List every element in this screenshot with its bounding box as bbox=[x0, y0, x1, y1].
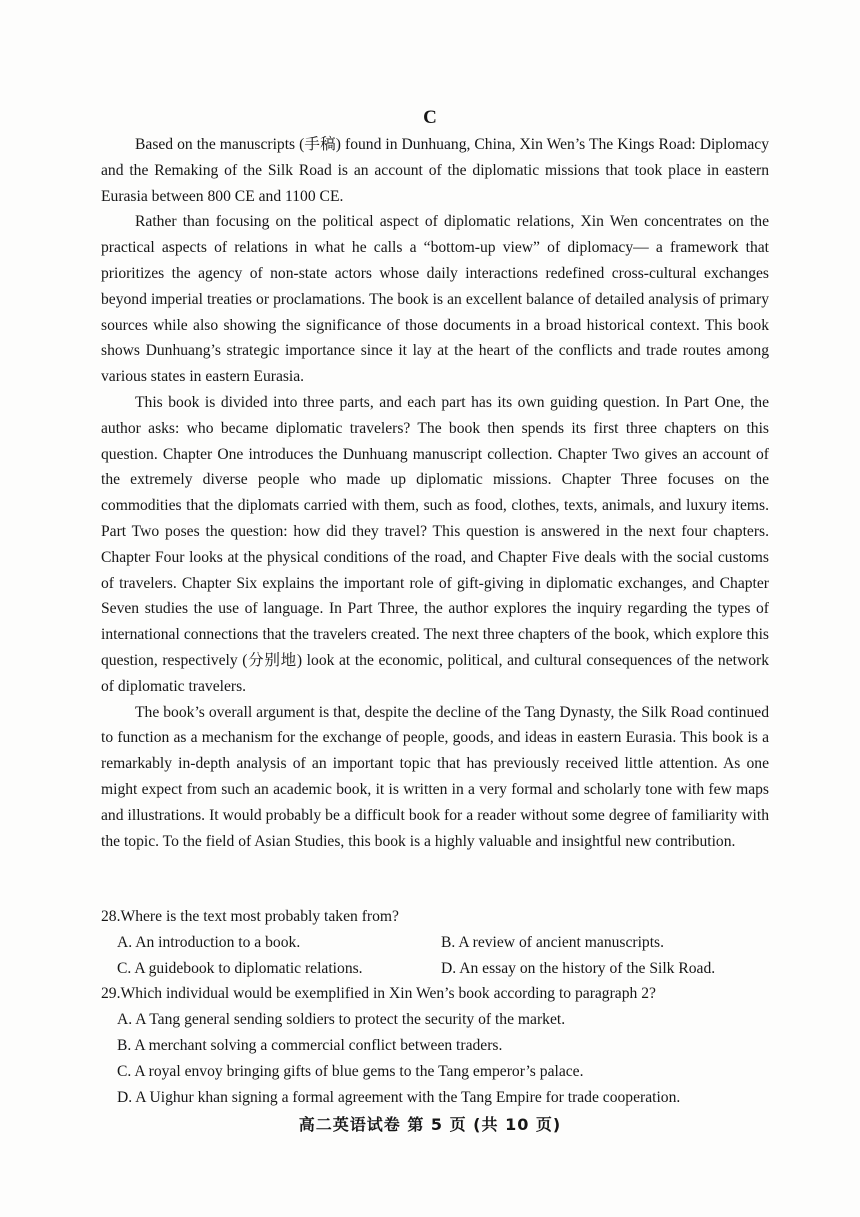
option-a: A. A Tang general sending soldiers to protect the security of the market. bbox=[117, 1011, 566, 1029]
option-a: A. An introduction to a book. bbox=[117, 933, 301, 951]
question-stem: 29.Which individual would be exemplified in Xin Wen’s book according to paragraph 2? bbox=[101, 985, 656, 1003]
option-row bbox=[101, 956, 769, 982]
passage-paragraph-2: Rather than focusing on the political aspect of diplomatic relations, Xin Wen concentrates on the practical aspects of relations in what he calls a “bottom-up view” of diplomacy— a framework that prioritizes the agency of non-state actors whose daily interactions redefined cross-cultural exchanges beyond imperial treaties or proclamations. The book is an excellent balance of detailed analysis of primary sources while also showing the significance of those documents in a broad historical context. This book shows Dunhuang’s strategic importance since it lay at the heart of the conflicts and trade routes among various states in eastern Eurasia. bbox=[101, 213, 769, 386]
option-row bbox=[101, 930, 769, 956]
option-b: B. A review of ancient manuscripts. bbox=[441, 933, 665, 951]
reading-passage bbox=[101, 132, 769, 854]
option-d: D. An essay on the history of the Silk Road. bbox=[441, 959, 716, 977]
question-stem: 28.Where is the text most probably taken from? bbox=[101, 908, 399, 925]
question-list bbox=[101, 904, 769, 1110]
option-d: D. A Uighur khan signing a formal agreement with the Tang Empire for trade cooperation. bbox=[117, 1088, 681, 1106]
section-letter: C bbox=[423, 107, 437, 128]
option-c: C. A guidebook to diplomatic relations. bbox=[117, 959, 363, 977]
question-29 bbox=[101, 981, 769, 1110]
page-footer: 高二英语试卷 第 5 页 (共 10 页) bbox=[298, 1115, 562, 1134]
passage-paragraph-4: The book’s overall argument is that, despite the decline of the Tang Dynasty, the Silk Road continued to function as a mechanism for the exchange of people, goods, and ideas in eastern Eurasia. This book is a remarkably in-depth analysis of an important topic that has previously received little attention. As one might expect from such an academic book, it is written in a very formal and scholarly tone with few maps and illustrations. It would probably be a difficult book for a reader without some degree of familiarity with the topic. To the field of Asian Studies, this book is a highly valuable and insightful new contribution. bbox=[101, 703, 769, 850]
passage-paragraph-1: Based on the manuscripts (手稿) found in Dunhuang, China, Xin Wen’s The Kings Road: Diplomacy and the Remaking of the Silk Road is an account of the diplomatic missions that took place in eastern Eurasia between 800 CE and 1100 CE. bbox=[101, 136, 769, 205]
option-b: B. A merchant solving a commercial conflict between traders. bbox=[117, 1036, 503, 1054]
passage-paragraph-3: This book is divided into three parts, and each part has its own guiding question. In Part One, the author asks: who became diplomatic travelers? The book then spends its first three chapters on this question. Chapter One introduces the Dunhuang manuscript collection. Chapter Two gives an account of the extremely diverse people who made up diplomatic missions. Chapter Three focuses on the commodities that the diplomats carried with them, such as food, clothes, texts, animals, and luxury items. Part Two poses the question: how did they travel? This question is answered in the next four chapters. Chapter Four looks at the physical conditions of the road, and Chapter Five deals with the social customs of travelers. Chapter Six explains the important role of gift-giving in diplomatic exchanges, and Chapter Seven studies the use of language. In Part Three, the author explores the inquiry regarding the types of international connections that the travelers created. The next three chapters of the book, which explore this question, respectively (分别地) look at the economic, political, and cultural consequences of the network of diplomatic travelers. bbox=[101, 393, 769, 695]
option-c: C. A royal envoy bringing gifts of blue gems to the Tang emperor’s palace. bbox=[117, 1062, 584, 1080]
question-28 bbox=[101, 904, 769, 981]
